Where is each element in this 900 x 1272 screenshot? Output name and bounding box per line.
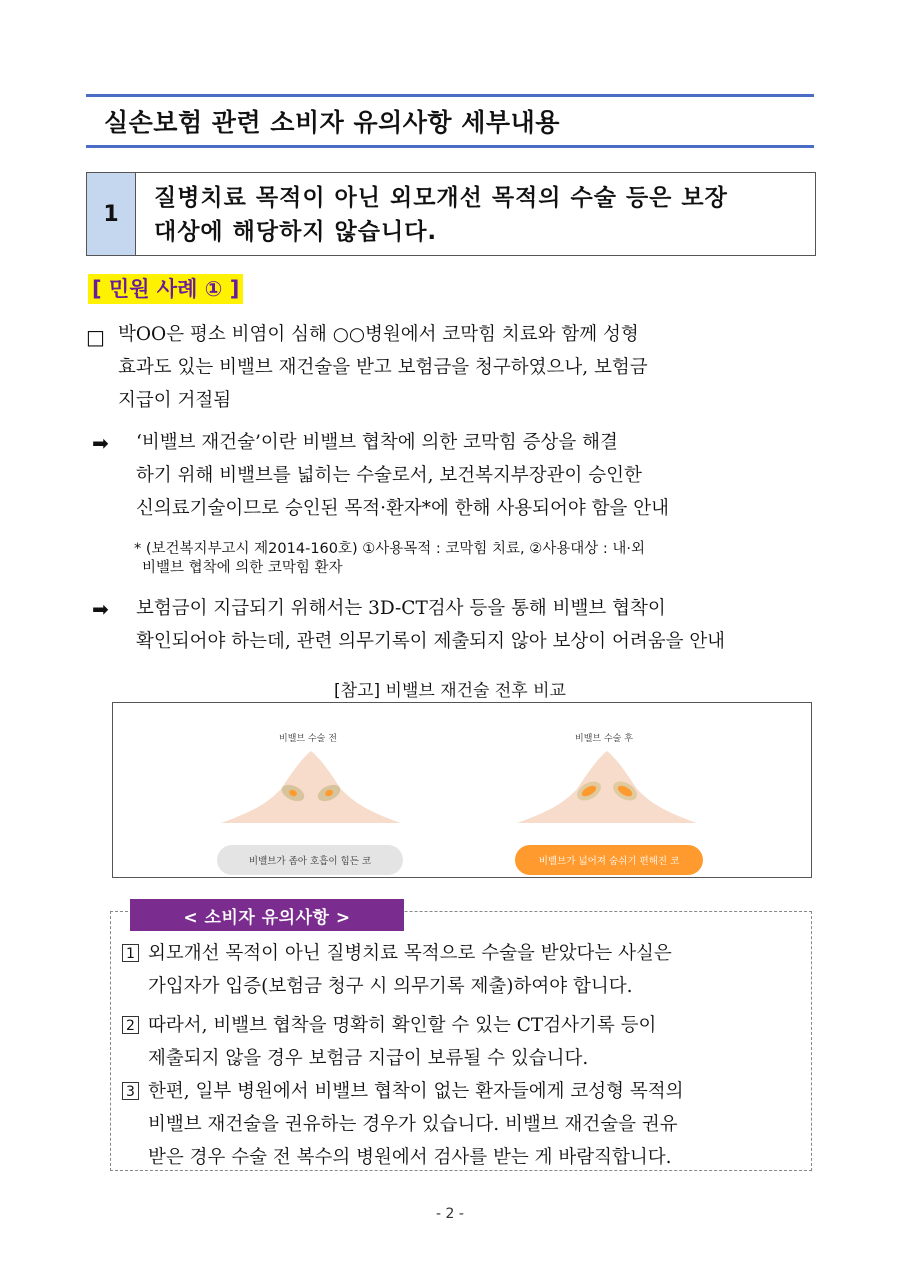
arrow-line: ‘비밸브 재건술’이란 비밸브 협착에 의한 코막힘 증상을 해결 bbox=[136, 432, 618, 453]
case-line: 지급이 거절됨 bbox=[118, 390, 232, 411]
note-line: 비밸브 재건술을 권유하는 경우가 있습니다. 비밸브 재건술을 권유 bbox=[148, 1114, 678, 1135]
note-number: 3 bbox=[122, 1082, 139, 1100]
section-title-line: 대상에 해당하지 않습니다. bbox=[154, 219, 438, 245]
case-label: [ 민원 사례 ① ] bbox=[88, 274, 243, 304]
document-title: 실손보험 관련 소비자 유의사항 세부내용 bbox=[104, 108, 560, 137]
section-title bbox=[136, 173, 815, 255]
before-pill: 비밸브가 좁아 호흡이 힘든 코 bbox=[217, 845, 403, 875]
note-line: 가입자가 입증(보험금 청구 시 의무기록 제출)하여야 합니다. bbox=[148, 976, 633, 997]
page-number: - 2 - bbox=[436, 1206, 464, 1222]
note-line: 받은 경우 수술 전 복수의 병원에서 검사를 받는 게 바람직합니다. bbox=[148, 1147, 672, 1168]
section-number: 1 bbox=[87, 173, 136, 255]
note-line: 따라서, 비밸브 협착을 명확히 확인할 수 있는 CT검사기록 등이 bbox=[148, 1015, 657, 1036]
document-title-band bbox=[86, 94, 814, 148]
nose-after-icon bbox=[517, 749, 697, 823]
arrow-line: 신의료기술이므로 승인된 목적·환자*에 한해 사용되어야 함을 안내 bbox=[136, 498, 669, 519]
section-title-line: 질병치료 목적이 아닌 외모개선 목적의 수술 등은 보장 bbox=[154, 185, 728, 211]
after-pill: 비밸브가 넓어져 숨쉬기 편해진 코 bbox=[515, 845, 703, 875]
section-box bbox=[86, 172, 816, 256]
arrow-right-icon: ➡ bbox=[92, 597, 109, 621]
footnote-line: * (보건복지부고시 제2014-160호) ①사용목적 : 코막힘 치료, ②사용대상 : 내·외 bbox=[134, 541, 646, 557]
after-label: 비밸브 수술 후 bbox=[575, 734, 633, 744]
footnote bbox=[134, 540, 824, 578]
case-paragraph bbox=[118, 318, 818, 417]
arrow-right-icon: ➡ bbox=[92, 431, 109, 455]
note-line: 외모개선 목적이 아닌 질병치료 목적으로 수술을 받았다는 사실은 bbox=[148, 943, 672, 964]
note-number: 2 bbox=[122, 1016, 139, 1034]
nose-before-icon bbox=[221, 749, 401, 823]
figure-caption: [참고] 비밸브 재건술 전후 비교 bbox=[334, 681, 566, 701]
note-line: 제출되지 않을 경우 보험금 지급이 보류될 수 있습니다. bbox=[148, 1048, 589, 1069]
before-label: 비밸브 수술 전 bbox=[279, 734, 337, 744]
case-line: 효과도 있는 비밸브 재건술을 받고 보험금을 청구하였으나, 보험금 bbox=[118, 357, 648, 378]
note-item-1 bbox=[148, 937, 812, 1003]
comparison-figure bbox=[112, 702, 812, 878]
note-line: 한편, 일부 병원에서 비밸브 협착이 없는 환자들에게 코성형 목적의 bbox=[148, 1081, 684, 1102]
arrow-line: 하기 위해 비밸브를 넓히는 수술로서, 보건복지부장관이 승인한 bbox=[136, 465, 642, 486]
arrow-paragraph-1 bbox=[136, 426, 826, 525]
note-number: 1 bbox=[122, 944, 139, 962]
footnote-line: 비밸브 협착에 의한 코막힘 환자 bbox=[142, 560, 343, 576]
case-line: 박OO은 평소 비염이 심해 ○○병원에서 코막힘 치료와 함께 성형 bbox=[118, 324, 639, 345]
arrow-line: 보험금이 지급되기 위해서는 3D-CT검사 등을 통해 비밸브 협착이 bbox=[136, 598, 666, 619]
note-item-3 bbox=[148, 1075, 812, 1174]
arrow-line: 확인되어야 하는데, 관련 의무기록이 제출되지 않아 보상이 어려움을 안내 bbox=[136, 631, 726, 652]
checkbox-bullet-icon: □ bbox=[86, 325, 105, 349]
note-item-2 bbox=[148, 1009, 812, 1075]
consumer-notes-header: < 소비자 유의사항 > bbox=[130, 899, 404, 931]
arrow-paragraph-2 bbox=[136, 592, 826, 658]
